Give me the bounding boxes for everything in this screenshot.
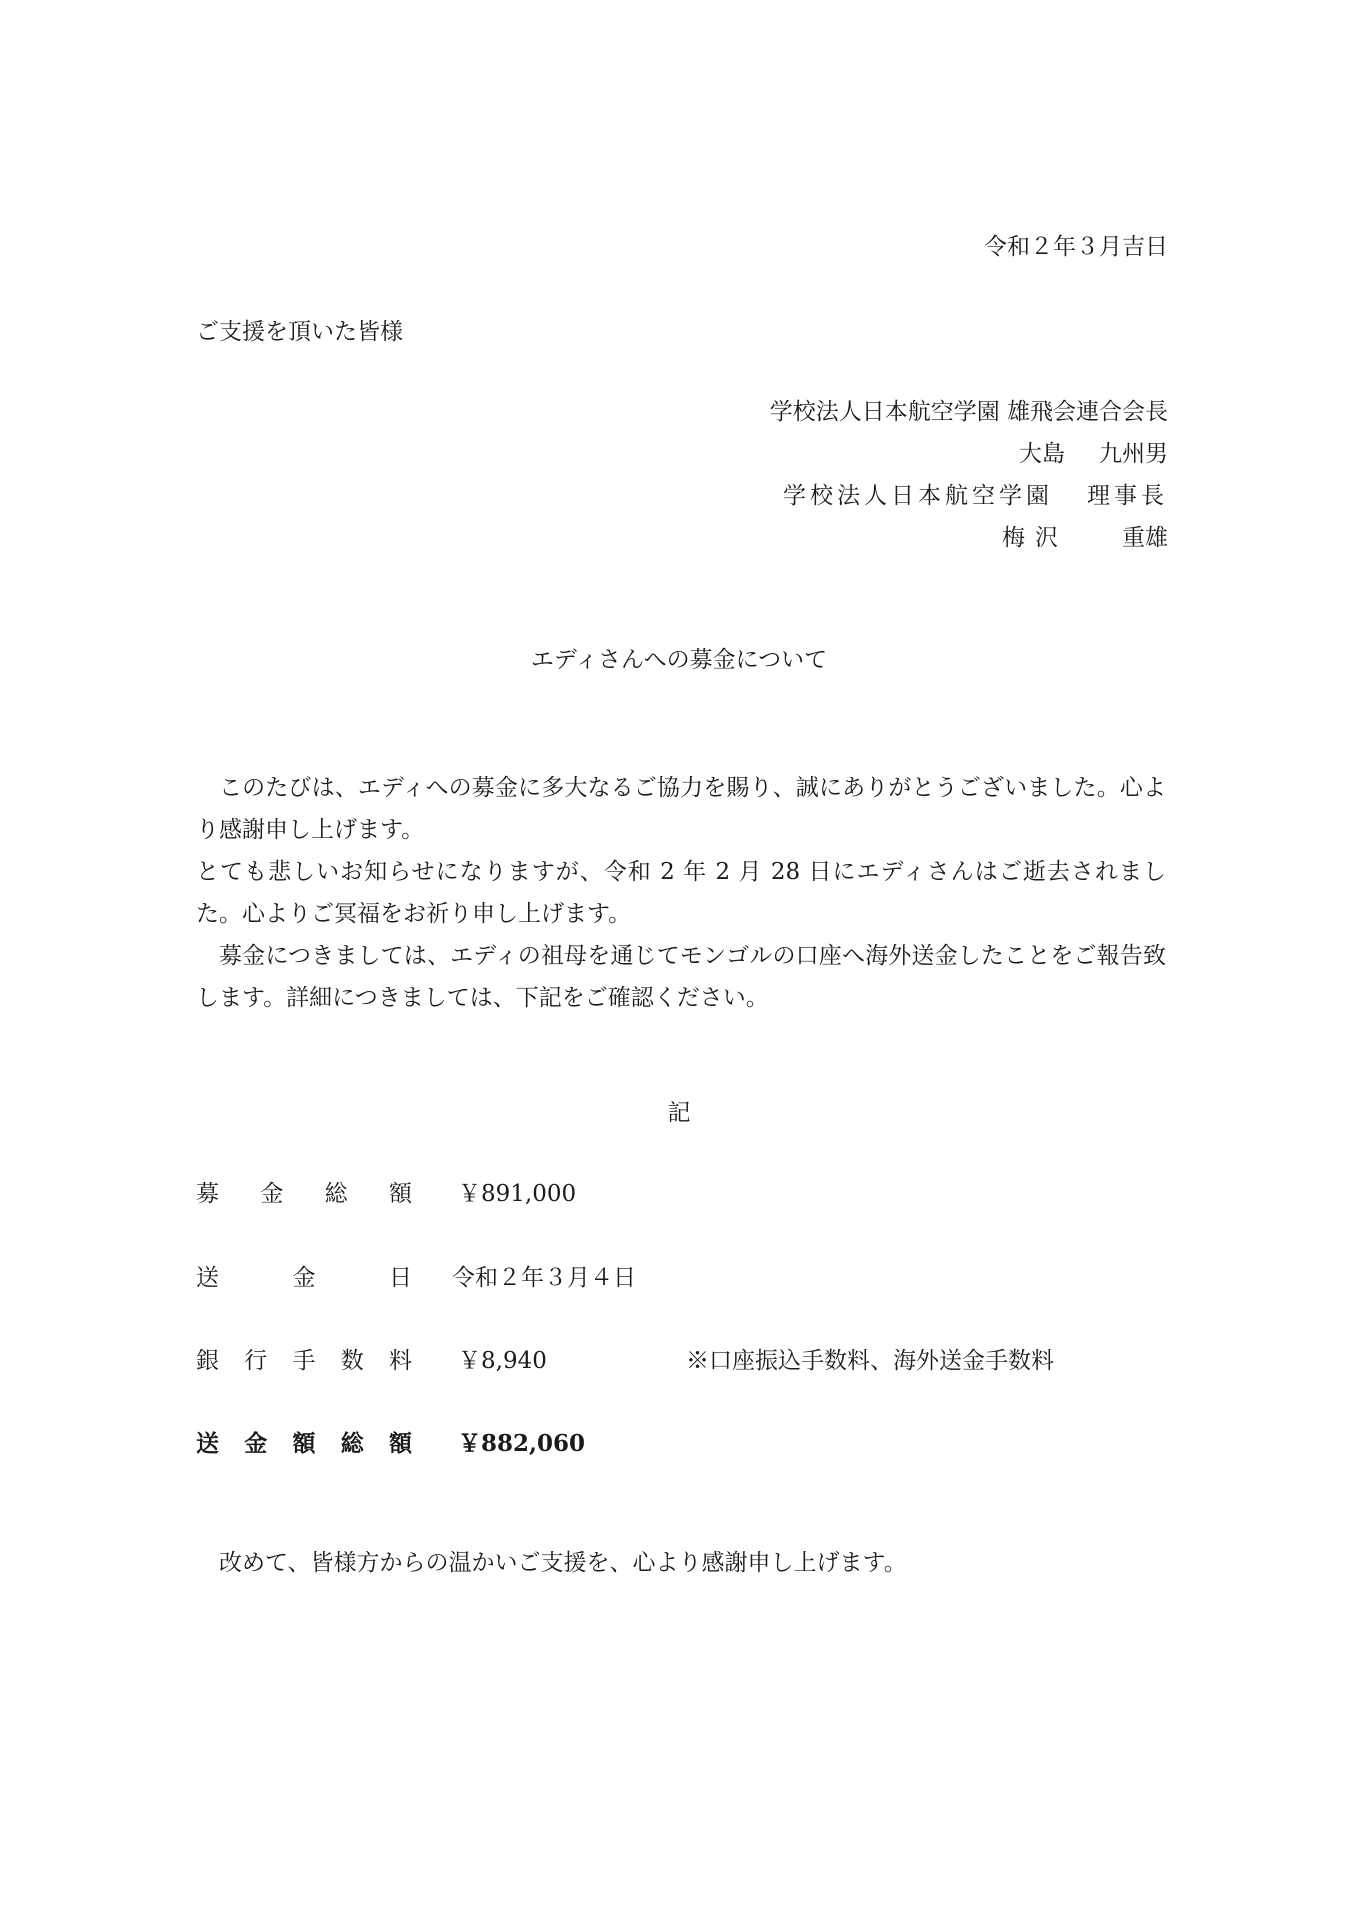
sender-name-1-given: 九州男 [1099, 441, 1168, 467]
label-char: 行 [244, 1348, 268, 1374]
detail-label-remit-date [196, 1267, 412, 1290]
detail-value-remit-date: 令和２年３月４日 [452, 1265, 636, 1291]
label-char: 額 [389, 1430, 412, 1457]
ki-heading: 記 [667, 1100, 691, 1126]
sender-name-2-given: 重雄 [1122, 525, 1168, 551]
sender-organization-1: 学校法人日本航空学園 雄飛会連合会長 [769, 399, 1168, 425]
label-char: 総 [324, 1181, 348, 1207]
label-char: 送 [196, 1265, 219, 1291]
sender-name-1-family: 大島 [1019, 441, 1065, 467]
detail-value-bank-fee: ￥8,940 [458, 1348, 547, 1374]
label-char: 銀 [196, 1348, 219, 1374]
label-char: 数 [340, 1348, 364, 1374]
body-text [196, 767, 1166, 1019]
document-subject: エディさんへの募金について [530, 647, 828, 673]
closing-remark: 改めて、皆様方からの温かいご支援を、心より感謝申し上げます。 [219, 1550, 907, 1576]
label-char: 料 [389, 1348, 412, 1374]
sender-name-2-family: 梅沢 [1002, 525, 1068, 551]
label-char: 日 [389, 1265, 412, 1291]
detail-value-remit-total: ￥882,060 [458, 1430, 586, 1457]
detail-label-remit-total [196, 1432, 412, 1455]
document-date: 令和２年３月吉日 [984, 234, 1168, 260]
body-paragraph-1: このたびは、エディへの募金に多大なるご協力を賜り、誠にありがとうございました。心より感謝申し上げます。 [196, 775, 1166, 843]
detail-note-bank-fee: ※口座振込手数料、海外送金手数料 [686, 1348, 1054, 1374]
label-char: 総 [340, 1430, 364, 1457]
label-char: 金 [260, 1181, 284, 1207]
sender-name-1 [1019, 443, 1168, 466]
sender-organization-2-title: 理事長 [1087, 483, 1168, 509]
label-char: 送 [196, 1430, 219, 1457]
label-char: 額 [292, 1430, 316, 1457]
label-char: 金 [244, 1430, 268, 1457]
sender-organization-2-name: 学校法人日本航空学園 [783, 483, 1053, 509]
label-char: 額 [388, 1181, 412, 1207]
sender-organization-2 [783, 485, 1168, 508]
label-char: 募 [196, 1181, 219, 1207]
addressee: ご支援を頂いた皆様 [196, 319, 403, 345]
label-char: 金 [292, 1265, 316, 1291]
label-char: 手 [292, 1348, 316, 1374]
body-paragraph-2: とても悲しいお知らせになりますが、令和 2 年 2 月 28 日にエディさんはご逝去されました。心よりご冥福をお祈り申し上げます。 [196, 859, 1166, 927]
detail-value-total-donation: ￥891,000 [458, 1181, 577, 1207]
detail-label-bank-fee [196, 1350, 412, 1373]
body-paragraph-3: 募金につきましては、エディの祖母を通じてモンゴルの口座へ海外送金したことをご報告致します。詳細につきましては、下記をご確認ください。 [196, 943, 1166, 1011]
sender-name-2 [1002, 527, 1168, 550]
detail-label-total-donation [196, 1183, 412, 1206]
